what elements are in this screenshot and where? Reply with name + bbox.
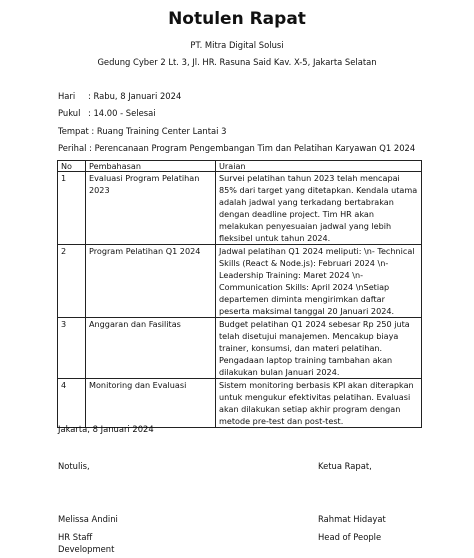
header-pembahasan: Pembahasan (86, 161, 216, 172)
notulis-role: Notulis, (58, 461, 90, 471)
document-title: Notulen Rapat (168, 9, 306, 29)
row-topic: Monitoring dan Evaluasi (86, 379, 216, 428)
meeting-time-label: Pukul (58, 108, 81, 118)
minutes-table (57, 160, 422, 428)
row-number: 3 (58, 318, 86, 379)
meeting-place-value: : Ruang Training Center Lantai 3 (91, 126, 227, 136)
ketua-role: Ketua Rapat, (318, 461, 372, 471)
table-row (58, 172, 422, 245)
row-number: 2 (58, 245, 86, 318)
row-detail: Survei pelatihan tahun 2023 telah mencapai 85% dari target yang ditetapkan. Kendala utama adalah jadwal yang terkadang bertabrakan dengan deadline project. Tim HR akan melakukan penyesuaian jadwal yang lebih fleksibel untuk tahun 2024. (216, 172, 422, 245)
row-detail: Budget pelatihan Q1 2024 sebesar Rp 250 juta telah disetujui manajemen. Mencakup biaya trainer, konsumsi, dan materi pelatihan. Pengadaan laptop training tambahan akan dilakukan bulan Januari 2024. (216, 318, 422, 379)
table-row (58, 318, 422, 379)
ketua-position: Head of People (318, 532, 382, 542)
row-number: 4 (58, 379, 86, 428)
meeting-place-label: Tempat (58, 126, 89, 136)
organization-name: PT. Mitra Digital Solusi (190, 40, 284, 50)
table-header-row (58, 161, 422, 172)
meeting-day (58, 91, 181, 101)
row-detail: Sistem monitoring berbasis KPI akan diterapkan untuk mengukur efektivitas pelatihan. Evaluasi akan dilakukan setiap akhir program dengan metode pre-test dan post-test. (216, 379, 422, 428)
row-topic: Anggaran dan Fasilitas (86, 318, 216, 379)
organization-address: Gedung Cyber 2 Lt. 3, Jl. HR. Rasuna Said Kav. X-5, Jakarta Selatan (97, 57, 377, 67)
notulis-position: HR Staff (58, 532, 93, 542)
meeting-place (58, 126, 226, 136)
meeting-day-label: Hari (58, 91, 76, 101)
header-no: No (58, 161, 86, 172)
row-topic: Program Pelatihan Q1 2024 (86, 245, 216, 318)
row-topic: Evaluasi Program Pelatihan 2023 (86, 172, 216, 245)
meeting-time-value: : 14.00 - Selesai (88, 108, 156, 118)
meeting-day-value: : Rabu, 8 Januari 2024 (88, 91, 182, 101)
table-row (58, 379, 422, 428)
table-row (58, 245, 422, 318)
notulis-position-line-2: Development (58, 544, 115, 554)
ketua-name: Rahmat Hidayat (318, 514, 386, 524)
meeting-topic-value: : Perencanaan Program Pengembangan Tim dan Pelatihan Karyawan Q1 2024 (89, 143, 416, 153)
notulis-name: Melissa Andini (58, 514, 118, 524)
row-detail: Jadwal pelatihan Q1 2024 meliputi: \n- Technical Skills (React & Node.js): Februari 2024 \n- Leadership Training: Maret 2024 \n- Communication Skills: April 2024 \nSetiap departemen diminta mengirimkan daftar peserta maksimal tanggal 20 Januari 2024. (216, 245, 422, 318)
header-uraian: Uraian (216, 161, 422, 172)
meeting-topic-label: Perihal (58, 143, 87, 153)
meeting-time (58, 108, 156, 118)
row-number: 1 (58, 172, 86, 245)
signing-place-date: Jakarta, 8 Januari 2024 (58, 424, 154, 434)
meeting-topic (58, 143, 415, 153)
